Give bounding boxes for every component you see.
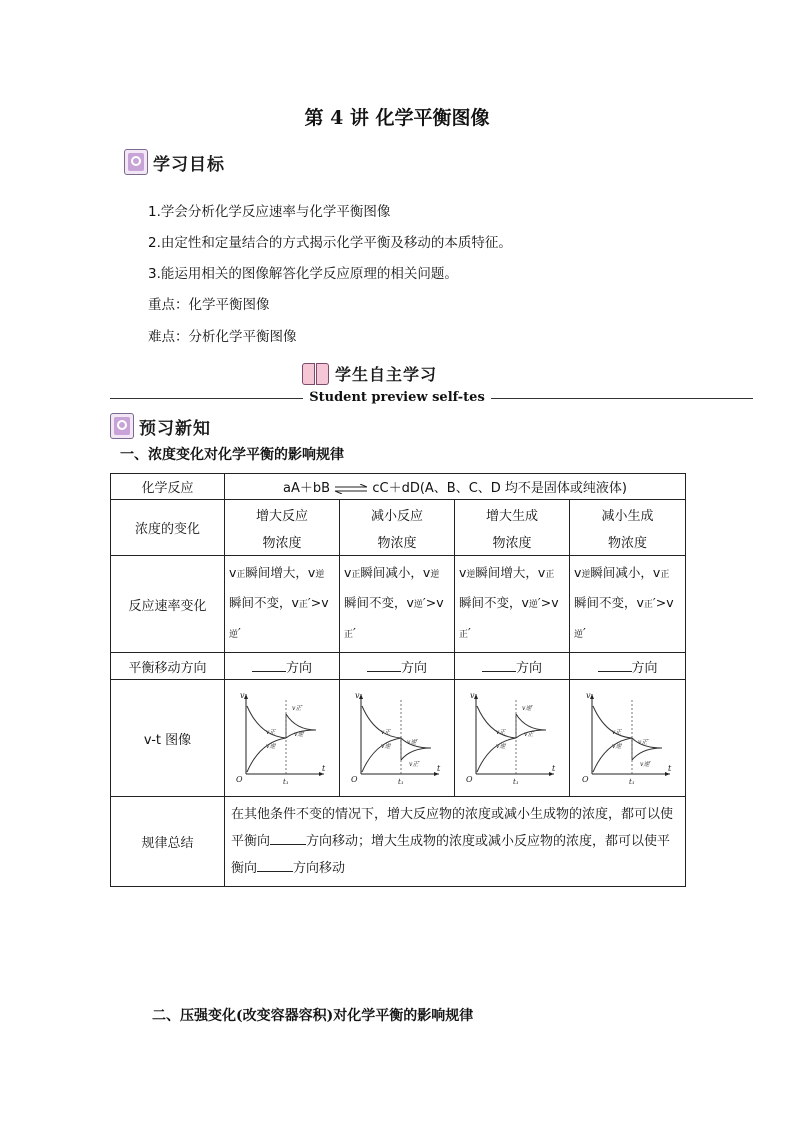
concentration-table — [110, 473, 686, 887]
label-v-prime-1: v逆′ — [407, 739, 418, 746]
difficult-point: 难点：分析化学平衡图像 — [148, 329, 297, 345]
label-v-prime-1: v正′ — [637, 739, 649, 746]
preview-header — [110, 413, 211, 439]
preview-icon — [110, 413, 134, 439]
objectives-header — [124, 149, 225, 175]
vt-graph-cell — [570, 680, 686, 797]
vt-graph-cell — [340, 680, 455, 797]
direction-cell: 方向 — [225, 653, 340, 680]
t1-label: t₁ — [628, 778, 635, 786]
rate-cell: v逆瞬间减小，v正瞬间不变，v正′>v逆′ — [570, 556, 686, 653]
label-v-reverse: v逆 — [611, 743, 621, 750]
answer-blank[interactable] — [252, 659, 286, 672]
objectives-header-label: 学习目标 — [153, 154, 225, 175]
label-v-forward: v正 — [611, 729, 621, 736]
label-v-forward: v正 — [381, 729, 391, 736]
key-point: 重点：化学平衡图像 — [148, 297, 270, 313]
y-axis-arrow — [590, 694, 594, 699]
book-icon — [302, 363, 330, 385]
banner-title: 学生自主学习 — [335, 365, 438, 384]
conc-cell: 减小生成 物浓度 — [570, 500, 686, 556]
objective-item: 3.能运用相关的图像解答化学反应原理的相关问题。 — [148, 266, 458, 282]
axis-label-v: v — [585, 691, 591, 700]
vt-graph-increase-product — [462, 686, 562, 786]
row-label-conc: 浓度的变化 — [111, 500, 225, 556]
origin-label: O — [581, 775, 589, 784]
axis-label-t: t — [322, 764, 326, 773]
vt-graph-cell — [455, 680, 570, 797]
label-v-reverse: v逆 — [266, 743, 276, 750]
label-v-forward: v正 — [496, 729, 506, 736]
origin-label: O — [466, 775, 473, 784]
curve-jumped — [286, 714, 316, 730]
label-v-reverse: v逆 — [381, 743, 391, 750]
objectives-icon — [124, 149, 148, 175]
direction-cell: 方向 — [340, 653, 455, 680]
label-v-prime-2: v逆′ — [639, 761, 651, 768]
y-axis-arrow — [474, 694, 478, 699]
y-axis-arrow — [359, 694, 363, 699]
vt-graph-increase-reactant — [232, 686, 332, 786]
vt-graph-decrease-reactant — [347, 686, 447, 786]
answer-blank[interactable] — [367, 659, 401, 672]
curve-jumped — [516, 714, 546, 730]
row-label-reaction: 化学反应 — [111, 474, 225, 500]
origin-label: O — [236, 775, 243, 784]
label-v-prime-2: v逆′ — [294, 731, 305, 738]
answer-blank[interactable] — [257, 859, 293, 872]
section2-title: 二、压强变化(改变容器容积)对化学平衡的影响规律 — [152, 1008, 474, 1024]
row-label-direction: 平衡移动方向 — [111, 653, 225, 680]
t1-label: t₁ — [398, 778, 404, 786]
banner-subtitle: Student preview self-tes — [0, 390, 794, 405]
axis-label-v: v — [355, 691, 360, 700]
conc-cell: 减小反应 物浓度 — [340, 500, 455, 556]
curve-jumped — [401, 748, 431, 760]
rate-cell: v正瞬间减小，v逆瞬间不变，v逆′>v正′ — [340, 556, 455, 653]
direction-cell: 方向 — [570, 653, 686, 680]
equilibrium-arrow-icon — [334, 484, 368, 494]
objective-item: 2.由定性和定量结合的方式揭示化学平衡及移动的本质特征。 — [148, 235, 512, 251]
axis-label-v: v — [240, 691, 245, 700]
label-v-prime-1: v逆′ — [522, 705, 533, 712]
banner-title-row — [302, 362, 437, 385]
row-label-rate: 反应速率变化 — [111, 556, 225, 653]
answer-blank[interactable] — [482, 659, 516, 672]
section1-title: 一、浓度变化对化学平衡的影响规律 — [120, 447, 344, 463]
curve-jumped — [632, 748, 662, 760]
label-v-reverse: v逆 — [496, 743, 506, 750]
vt-graph-decrease-product — [578, 686, 678, 786]
t1-label: t₁ — [283, 778, 289, 786]
objective-item: 1.学会分析化学反应速率与化学平衡图像 — [148, 204, 391, 220]
answer-blank[interactable] — [598, 659, 632, 672]
t1-label: t₁ — [513, 778, 519, 786]
y-axis-arrow — [244, 694, 248, 699]
rule-summary: 在其他条件不变的情况下，增大反应物的浓度或减小生成物的浓度，都可以使平衡向 方向移动；增大生成物的浓度或减小反应物的浓度，都可以使平衡向 方向移动 — [225, 797, 686, 887]
axis-label-t: t — [437, 764, 441, 773]
answer-blank[interactable] — [270, 832, 306, 845]
conc-cell: 增大反应 物浓度 — [225, 500, 340, 556]
axis-label-v: v — [470, 691, 475, 700]
label-v-prime-2: v正′ — [409, 761, 420, 768]
label-v-prime-1: v正′ — [292, 705, 303, 712]
row-label-vt: v-t 图像 — [111, 680, 225, 797]
label-v-prime-2: v正′ — [524, 731, 535, 738]
rate-cell: v逆瞬间增大，v正瞬间不变，v逆′>v正′ — [455, 556, 570, 653]
axis-label-t: t — [552, 764, 556, 773]
direction-cell: 方向 — [455, 653, 570, 680]
reaction-equation: aA＋bB cC＋dD(A、B、C、D 均不是固体或纯液体) — [225, 474, 686, 500]
axis-label-t: t — [667, 764, 671, 773]
preview-header-label: 预习新知 — [139, 418, 211, 439]
page-title: 第 4 讲 化学平衡图像 — [304, 107, 490, 129]
row-label-summary: 规律总结 — [111, 797, 225, 887]
label-v-forward: v正 — [266, 729, 276, 736]
rate-cell: v正瞬间增大，v逆瞬间不变，v正′>v逆′ — [225, 556, 340, 653]
origin-label: O — [351, 775, 358, 784]
conc-cell: 增大生成 物浓度 — [455, 500, 570, 556]
vt-graph-cell — [225, 680, 340, 797]
